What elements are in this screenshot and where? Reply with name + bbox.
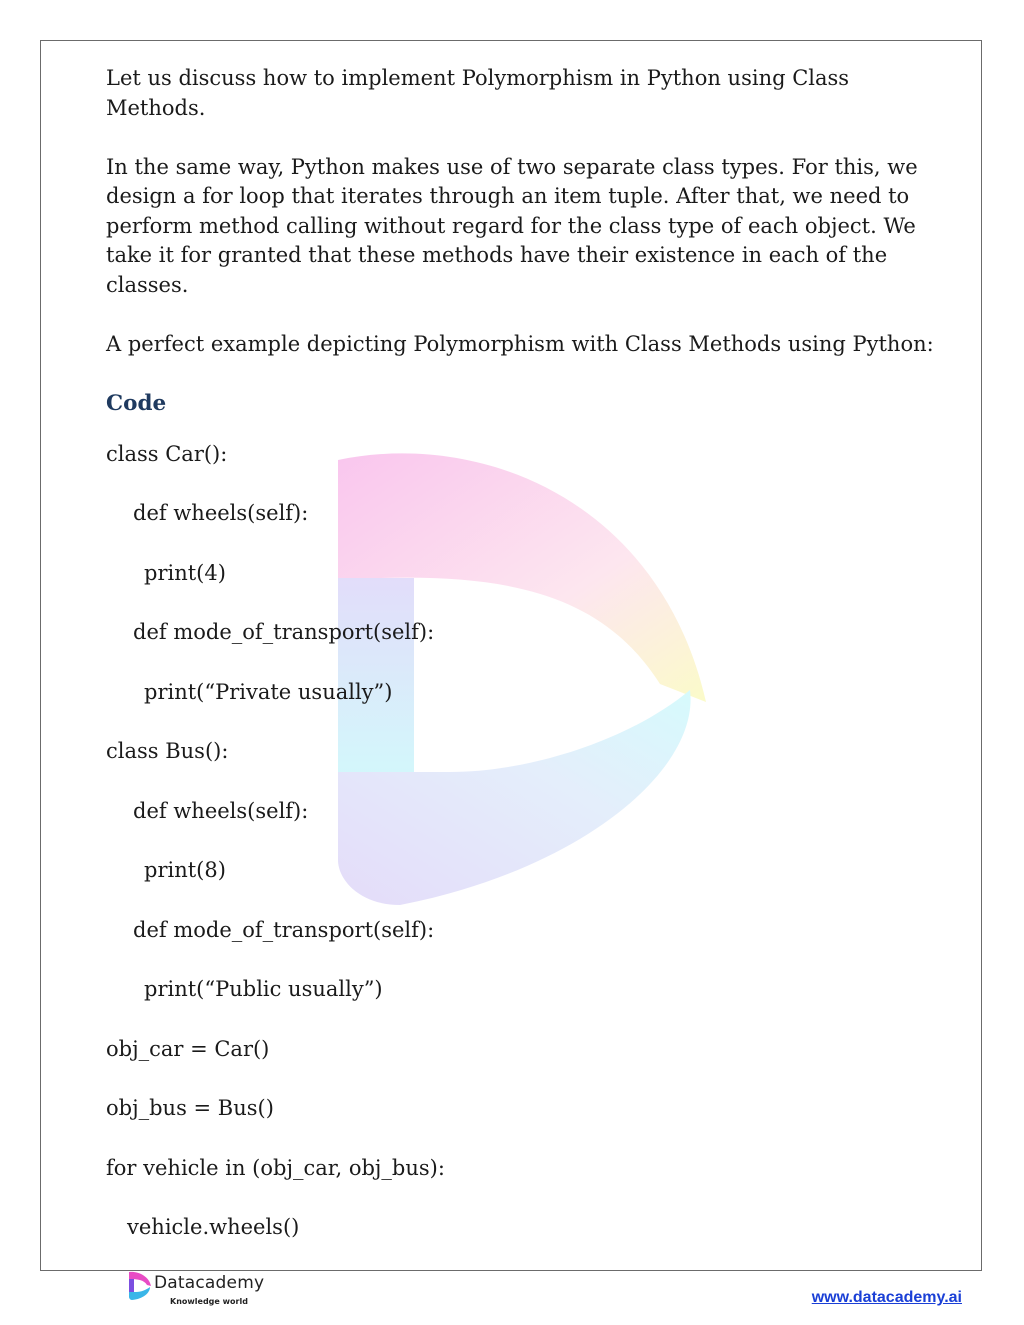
code-line: class Bus(): <box>106 739 229 763</box>
code-line: obj_bus = Bus() <box>106 1096 274 1120</box>
code-line: print(8) <box>144 858 226 882</box>
code-line: def wheels(self): <box>133 501 309 525</box>
code-line: for vehicle in (obj_car, obj_bus): <box>106 1155 445 1180</box>
code-line: vehicle.wheels() <box>127 1215 300 1239</box>
code-block <box>106 440 936 1273</box>
explanation-paragraph: In the same way, Python makes use of two separate class types. For this, we design a for loop that iterates through an item tuple. After that, we need to perform method calling without regard for the class type of each object. We take it for granted that these methods have their existence in each of the classes. <box>106 154 918 297</box>
intro-paragraph: Let us discuss how to implement Polymorphism in Python using Class Methods. <box>106 66 850 120</box>
document-body <box>106 64 936 1273</box>
footer-logo <box>128 1271 268 1311</box>
brand-name: Datacademy <box>154 1273 265 1293</box>
code-line: def mode_of_transport(self): <box>133 620 435 644</box>
code-line: obj_car = Car() <box>106 1036 270 1061</box>
code-line: def wheels(self): <box>133 798 309 823</box>
brand-tagline: Knowledge world <box>170 1297 248 1306</box>
code-line: def mode_of_transport(self): <box>133 917 435 942</box>
datacademy-logo-icon <box>128 1271 152 1301</box>
code-line: print(“Private usually”) <box>144 679 393 704</box>
code-heading: Code <box>106 391 167 416</box>
example-intro-paragraph: A perfect example depicting Polymorphism with Class Methods using Python: <box>106 331 934 356</box>
website-link[interactable]: www.datacademy.ai <box>811 1289 962 1306</box>
code-line: class Car(): <box>106 441 228 466</box>
code-line: print(“Public usually”) <box>144 977 383 1001</box>
code-line: print(4) <box>144 560 226 585</box>
